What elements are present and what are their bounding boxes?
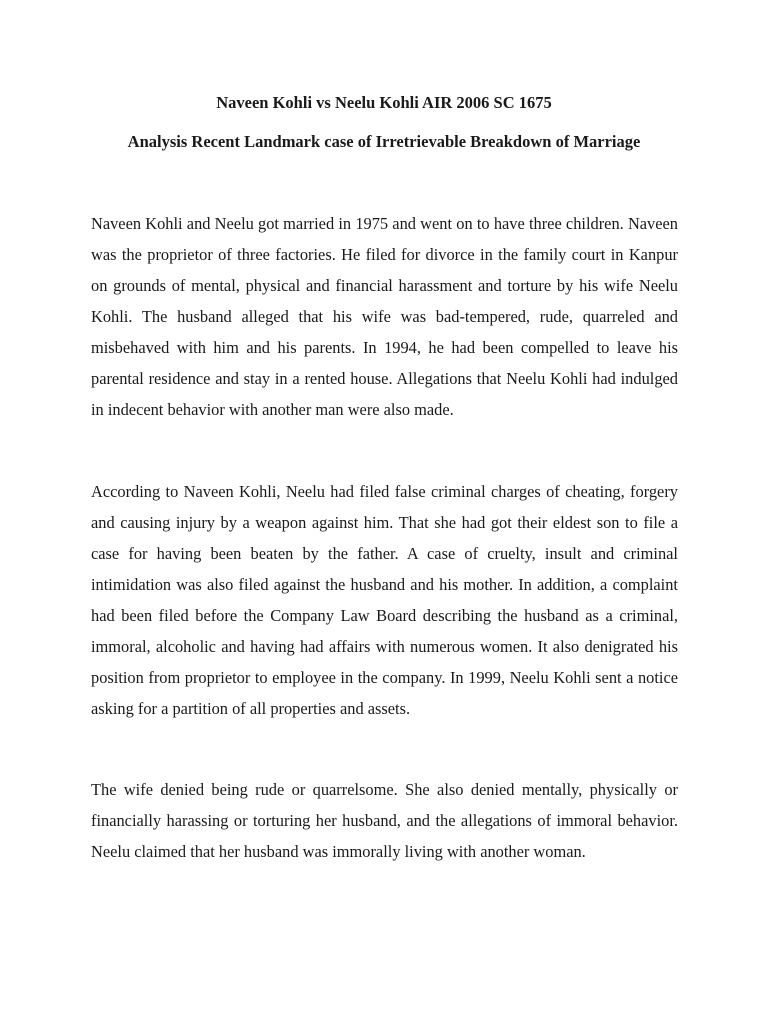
- paragraph-wife-response: The wife denied being rude or quarrelsome. She also denied mentally, physically or financially harassing or torturing her husband, and the allegations of immoral behavior. Neelu claimed that her husband was immorally living with another woman.: [91, 780, 678, 861]
- paragraph-background: Naveen Kohli and Neelu got married in 1975 and went on to have three children. Naveen was the proprietor of three factories. He filed for divorce in the family court in Kanpur on grounds of mental, physical and financial harassment and torture by his wife Neelu Kohli. The husband alleged that his wife was bad-tempered, rude, quarreled and misbehaved with him and his parents. In 1994, he had been compelled to leave his parental residence and stay in a rented house. Allegations that Neelu Kohli had indulged in indecent behavior with another man were also made.: [91, 214, 678, 419]
- document-title: Naveen Kohli vs Neelu Kohli AIR 2006 SC 1675: [216, 93, 552, 112]
- paragraph-husband-allegations: According to Naveen Kohli, Neelu had filed false criminal charges of cheating, forgery and causing injury by a weapon against him. That she had got their eldest son to file a case for having been beaten by the father. A case of cruelty, insult and criminal intimidation was also filed against the husband and his mother. In addition, a complaint had been filed before the Company Law Board describing the husband as a criminal, immoral, alcoholic and having had affairs with numerous women. It also denigrated his position from proprietor to employee in the company. In 1999, Neelu Kohli sent a notice asking for a partition of all properties and assets.: [91, 482, 678, 718]
- document-subtitle: Analysis Recent Landmark case of Irretrievable Breakdown of Marriage: [127, 132, 641, 151]
